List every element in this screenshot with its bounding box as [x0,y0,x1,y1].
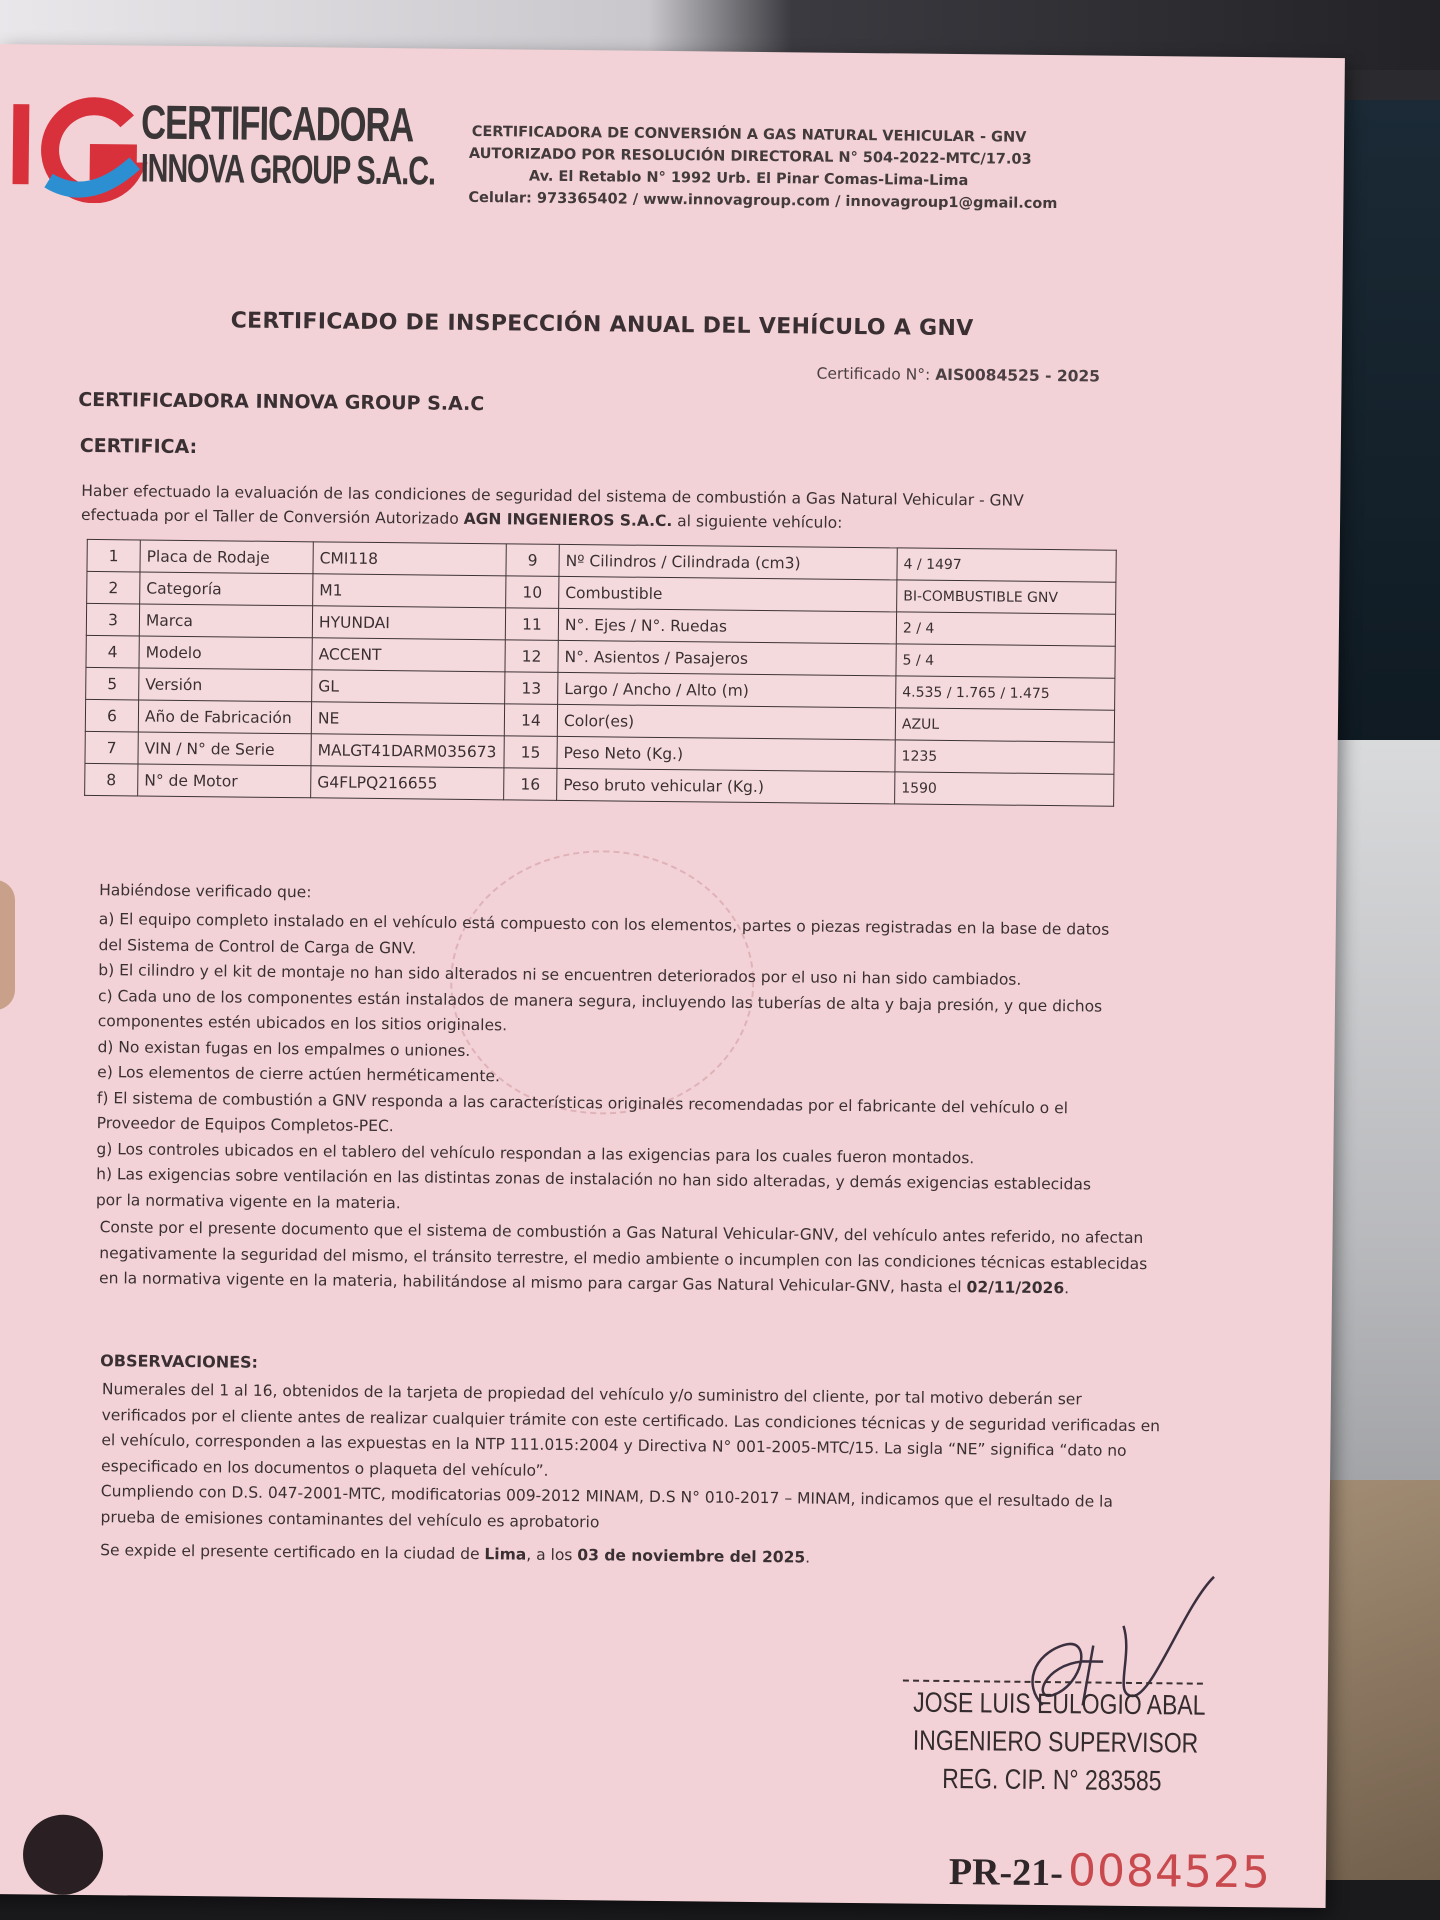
field-value: 4 / 1497 [897,548,1116,582]
field-value: NE [311,702,504,736]
row-number: 16 [504,768,557,801]
issue-date: 03 de noviembre del 2025 [577,1546,806,1567]
field-value: AZUL [895,708,1114,742]
row-number: 11 [505,608,558,641]
field-value: 5 / 4 [896,644,1115,678]
conste-text: Conste por el presente documento que el sistema de combustión a Gas Natural Vehicular-GNV, del vehículo antes referido, no afectan negativamente la seguridad del mismo, el tránsito terrestre, el medio ambiente o incumplen con las condiciones técnicas establecidas en la normativa vigente en la materia, habilitándose al mismo para cargar Gas Natural Vehicular-GNV, hasta el [98,1218,1148,1297]
logo-line-2: INNOVA GROUP S.A.C. [140,146,436,194]
field-label: Marca [139,604,312,638]
signer-name: JOSE LUIS EULOGIO ABAL [913,1686,1206,1721]
field-label: Peso bruto vehicular (Kg.) [557,768,895,804]
row-number: 10 [506,576,559,609]
header-info-line: AUTORIZADO POR RESOLUCIÓN DIRECTORAL N° 504-2022-MTC/17.03 [468,145,1032,168]
verification-item: a) El equipo completo instalado en el vehículo está compuesto con los elementos, partes o piezas registradas en la base de datos del Sistema de Control de Carga de GNV. [98,910,1110,957]
observations-heading: OBSERVACIONES: [100,1351,259,1372]
field-value: GL [312,670,505,704]
logo-wordmark [140,96,436,194]
certifica-heading: CERTIFICA: [79,434,198,459]
observations-text [100,1377,1162,1541]
certificate-sheet [0,44,1345,1908]
verification-list [96,907,1119,1224]
company-name: CERTIFICADORA INNOVA GROUP S.A.C [78,388,485,416]
observation-line: Numerales del 1 al 16, obtenidos de la tarjeta de propiedad del vehículo y/o suministro del cliente, por tal motivo deberán ser verificados por el cliente antes de realizar cualquier trámite con este certificado. Las condiciones técnicas y de seguridad verificadas en el vehículo, corresponden a las expuestas en la NTP 111.015:2004 y Directiva N° 001-2005-MTC/15. La sigla “NE” significa “dato no especificado en los documentos o plaqueta del vehículo”. [101,1380,1161,1480]
finger [0,880,15,1010]
field-label: Peso Neto (Kg.) [557,736,895,772]
serial-prefix: PR-21- [948,1851,1064,1895]
row-number: 9 [506,544,559,577]
header-info-line: Av. El Retablo N° 1992 Urb. El Pinar Comas-Lima-Lima [528,168,969,190]
row-number: 1 [87,539,140,572]
field-value: MALGT41DARM035673 [311,734,504,768]
field-value: HYUNDAI [312,606,505,640]
field-label: N°. Ejes / N°. Ruedas [558,608,896,644]
field-value: G4FLPQ216655 [311,766,504,800]
field-label: N° de Motor [138,764,311,798]
row-number: 8 [85,763,138,796]
serial-value: 0084525 [1067,1845,1272,1899]
punch-hole [23,1814,104,1895]
observation-line: Cumpliendo con D.S. 047-2001-MTC, modificatorias 009-2012 MINAM, D.S N° 010-2017 – MINAM, indicamos que el resultado de la prueba de emisiones contaminantes del vehículo es aprobatorio [100,1482,1113,1531]
document-title: CERTIFICADO DE INSPECCIÓN ANUAL DEL VEHÍCULO A GNV [230,308,974,342]
verification-item: b) El cilindro y el kit de montaje no han sido alterados ni se encuentren deteriorados por el uso ni han sido cambiados. [98,961,1022,989]
row-number: 7 [85,731,138,764]
certificate-number-value: AIS0084525 - 2025 [935,365,1101,386]
row-number: 13 [505,672,558,705]
row-number: 6 [85,699,138,732]
field-label: Versión [139,668,312,702]
issue-end: . [805,1548,811,1567]
signer-registration: REG. CIP. N° 283585 [942,1762,1162,1797]
conste-date: 02/11/2026 [966,1278,1065,1298]
field-label: Año de Fabricación [138,700,311,734]
conste-paragraph [99,1215,1150,1302]
field-value: BI-COMBUSTIBLE GNV [897,580,1116,614]
verification-heading: Habiéndose verificado que: [99,881,312,902]
conste-end: . [1064,1279,1070,1298]
verification-item: e) Los elementos de cierre actúen herméticamente. [97,1063,501,1086]
field-value: ACCENT [312,638,505,672]
serial-number [949,1844,1272,1898]
field-label: Categoría [140,572,313,606]
certificate-number-label: Certificado N°: [816,364,931,384]
intro-text-end: al siguiente vehículo: [672,512,843,532]
row-number: 15 [504,736,557,769]
logo-line-1: CERTIFICADORA [140,96,414,153]
field-value: 1235 [895,740,1114,774]
row-number: 3 [86,603,139,636]
verification-item: g) Los controles ubicados en el tablero del vehículo respondan a las exigencias para los cuales fueron montados. [96,1139,975,1167]
field-label: Placa de Rodaje [140,540,313,574]
intro-taller: AGN INGENIEROS S.A.C. [463,509,673,531]
verification-item: h) Las exigencias sobre ventilación en las distintas zonas de instalación no han sido alteradas, y demás exigencias establecidas por la normativa vigente en la materia. [95,1165,1092,1212]
field-label: Modelo [139,636,312,670]
verification-item: d) No existan fugas en los empalmes o uniones. [97,1037,471,1060]
field-value: 2 / 4 [896,612,1115,646]
field-label: N°. Asientos / Pasajeros [558,640,896,676]
field-value: M1 [313,574,506,608]
field-value: CMI118 [313,542,506,576]
row-number: 14 [504,704,557,737]
row-number: 5 [86,667,139,700]
field-label: Largo / Ancho / Alto (m) [558,672,896,708]
intro-paragraph [81,479,1091,538]
intro-text: Haber efectuado la evaluación de las condiciones de seguridad del sistema de combustión a Gas Natural Vehicular - GNV efectuada por el Taller de Conversión Autorizado [80,481,1024,528]
field-label: Combustible [559,576,897,612]
row-number: 2 [87,571,140,604]
field-value: 4.535 / 1.765 / 1.475 [896,676,1115,710]
field-label: Nº Cilindros / Cilindrada (cm3) [559,544,897,580]
vehicle-table-body [85,539,1117,806]
header-info [468,121,1058,215]
field-label: Color(es) [557,704,895,740]
verification-item: c) Cada uno de los componentes están instalados de manera segura, incluyendo las tuberías de alta y baja presión, y que dichos componentes estén ubicados en los sitios originales. [97,986,1103,1035]
row-number: 4 [86,635,139,668]
issue-text: Se expide el presente certificado en la ciudad de [100,1541,485,1564]
issue-city: Lima [484,1545,527,1564]
header-info-line: CERTIFICADORA DE CONVERSIÓN A GAS NATURAL VEHICULAR - GNV [471,123,1027,146]
field-label: VIN / N° de Serie [138,732,311,766]
header-info-line: Celular: 973365402 / www.innovagroup.com / innovagroup1@gmail.com [468,189,1058,213]
row-number: 12 [505,640,558,673]
field-value: 1590 [895,772,1114,806]
certificate-number [816,365,1100,386]
verification-item: f) El sistema de combustión a GNV responda a las características originales recomendadas por el fabricante del vehículo o el Proveedor de Equipos Completos-PEC. [96,1088,1069,1136]
vehicle-table [84,539,1117,807]
issue-statement [100,1541,810,1566]
signer-role: INGENIERO SUPERVISOR [912,1724,1199,1759]
issue-text-2: , a los [526,1545,578,1565]
signature-block [912,1684,1206,1801]
